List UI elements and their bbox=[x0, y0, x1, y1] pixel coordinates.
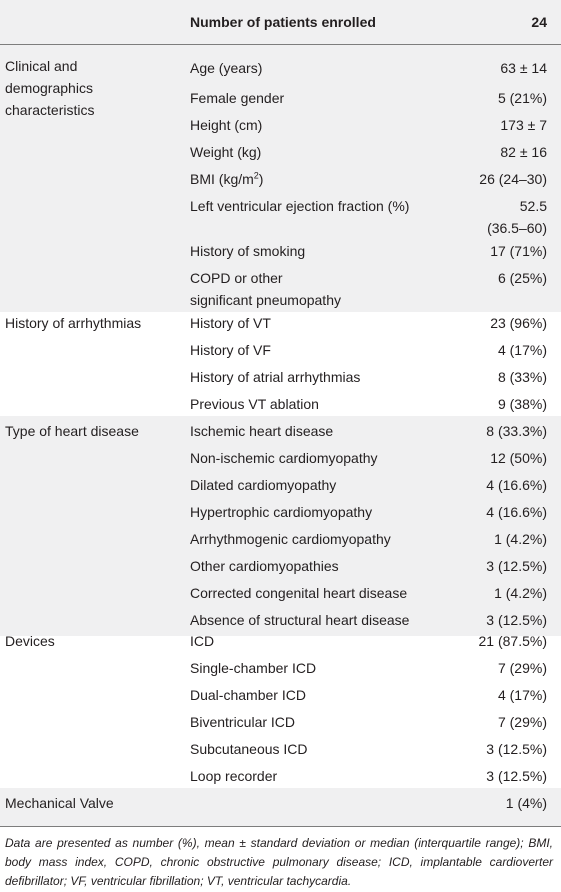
row-value: 1 (4.2%) bbox=[494, 585, 547, 601]
row-value: 1 (4%) bbox=[505, 795, 547, 811]
row-label: Other cardiomyopathies bbox=[190, 558, 339, 574]
row-label: Dilated cardiomyopathy bbox=[190, 477, 337, 493]
row-value: 3 (12.5%) bbox=[486, 741, 547, 757]
row-group-label: History of arrhythmias bbox=[5, 315, 142, 331]
row-label: Non-ischemic cardiomyopathy bbox=[190, 450, 378, 466]
row-label: BMI $(kg/m^2)$ bbox=[190, 170, 264, 187]
row-value: 3 (12.5%) bbox=[486, 612, 547, 628]
row-label: Arrhythmogenic cardiomyopathy bbox=[190, 531, 391, 547]
row-value: 4 (16.6%) bbox=[486, 504, 547, 520]
row-value: 5 (21%) bbox=[497, 90, 547, 106]
row-label: Ischemic heart disease bbox=[190, 423, 334, 439]
row-group-label: Devices bbox=[5, 633, 55, 649]
row-value: 4 (17%) bbox=[497, 342, 547, 358]
row-value: 7 (29%) bbox=[497, 714, 547, 730]
row-value: 23 (96%) bbox=[490, 315, 547, 331]
row-value: 52.5 (36.5–60) bbox=[487, 198, 547, 236]
row-label: Height (cm) bbox=[190, 117, 263, 133]
table-header bbox=[0, 0, 561, 45]
row-value: 8 (33%) bbox=[497, 369, 547, 385]
row-value: 3 (12.5%) bbox=[486, 768, 547, 784]
row-label: Subcutaneous ICD bbox=[190, 741, 308, 757]
row-group-label: Mechanical Valve bbox=[5, 795, 114, 811]
row-value: 4 (16.6%) bbox=[486, 477, 547, 493]
row-value: 6 (25%) bbox=[497, 270, 547, 286]
row-label: COPD or other significant pneumopathy bbox=[190, 270, 341, 308]
row-value: 1 (4.2%) bbox=[494, 531, 547, 547]
row-label: Previous VT ablation bbox=[190, 396, 319, 412]
row-label: ICD bbox=[190, 633, 215, 649]
row-label: Absence of structural heart disease bbox=[190, 612, 410, 628]
row-label: History of VT bbox=[190, 315, 271, 331]
row-label: Female gender bbox=[190, 90, 285, 106]
row-value: 21 (87.5%) bbox=[478, 633, 547, 649]
row-label: Left ventricular ejection fraction (%) bbox=[190, 198, 410, 214]
row-value: 12 (50%) bbox=[490, 450, 547, 466]
row-value: 63 ± 14 bbox=[500, 60, 547, 76]
row-value: 9 (38%) bbox=[497, 396, 547, 412]
row-value: 4 (17%) bbox=[497, 687, 547, 703]
row-label: Hypertrophic cardiomyopathy bbox=[190, 504, 373, 520]
header-patients-enrolled: Number of patients enrolled bbox=[190, 14, 376, 30]
row-value: 26 (24–30) bbox=[479, 171, 547, 187]
row-label: Biventricular ICD bbox=[190, 714, 296, 730]
row-value: 3 (12.5%) bbox=[486, 558, 547, 574]
row-label: Age (years) bbox=[190, 60, 263, 76]
row-label: Dual-chamber ICD bbox=[190, 687, 306, 703]
row-value: 17 (71%) bbox=[490, 243, 547, 259]
row-label: Loop recorder bbox=[190, 768, 278, 784]
row-group-label: Type of heart disease bbox=[5, 423, 139, 439]
row-label: History of smoking bbox=[190, 243, 306, 259]
row-label: Corrected congenital heart disease bbox=[190, 585, 408, 601]
row-value: 7 (29%) bbox=[497, 660, 547, 676]
footnote-text: Data are presented as number (%), mean ± standard deviation or median (interquartile range); BMI, body mass index, COPD, chronic obstructive pulmonary disease; ICD, implantable cardioverter defibrillator; VF, ventricular fibrillation; VT, ventricular tachycardia. bbox=[5, 836, 553, 888]
row-label: History of atrial arrhythmias bbox=[190, 369, 361, 385]
header-patient-count: 24 bbox=[531, 14, 547, 30]
row-label: History of VF bbox=[190, 342, 271, 358]
row-group-label: Clinical and demographics characteristics bbox=[5, 58, 95, 118]
table-footnote bbox=[0, 826, 561, 892]
row-label: Weight (kg) bbox=[190, 144, 262, 160]
row-value: 173 ± 7 bbox=[500, 117, 547, 133]
row-label: Single-chamber ICD bbox=[190, 660, 317, 676]
row-value: 8 (33.3%) bbox=[486, 423, 547, 439]
row-value: 82 ± 16 bbox=[500, 144, 547, 160]
